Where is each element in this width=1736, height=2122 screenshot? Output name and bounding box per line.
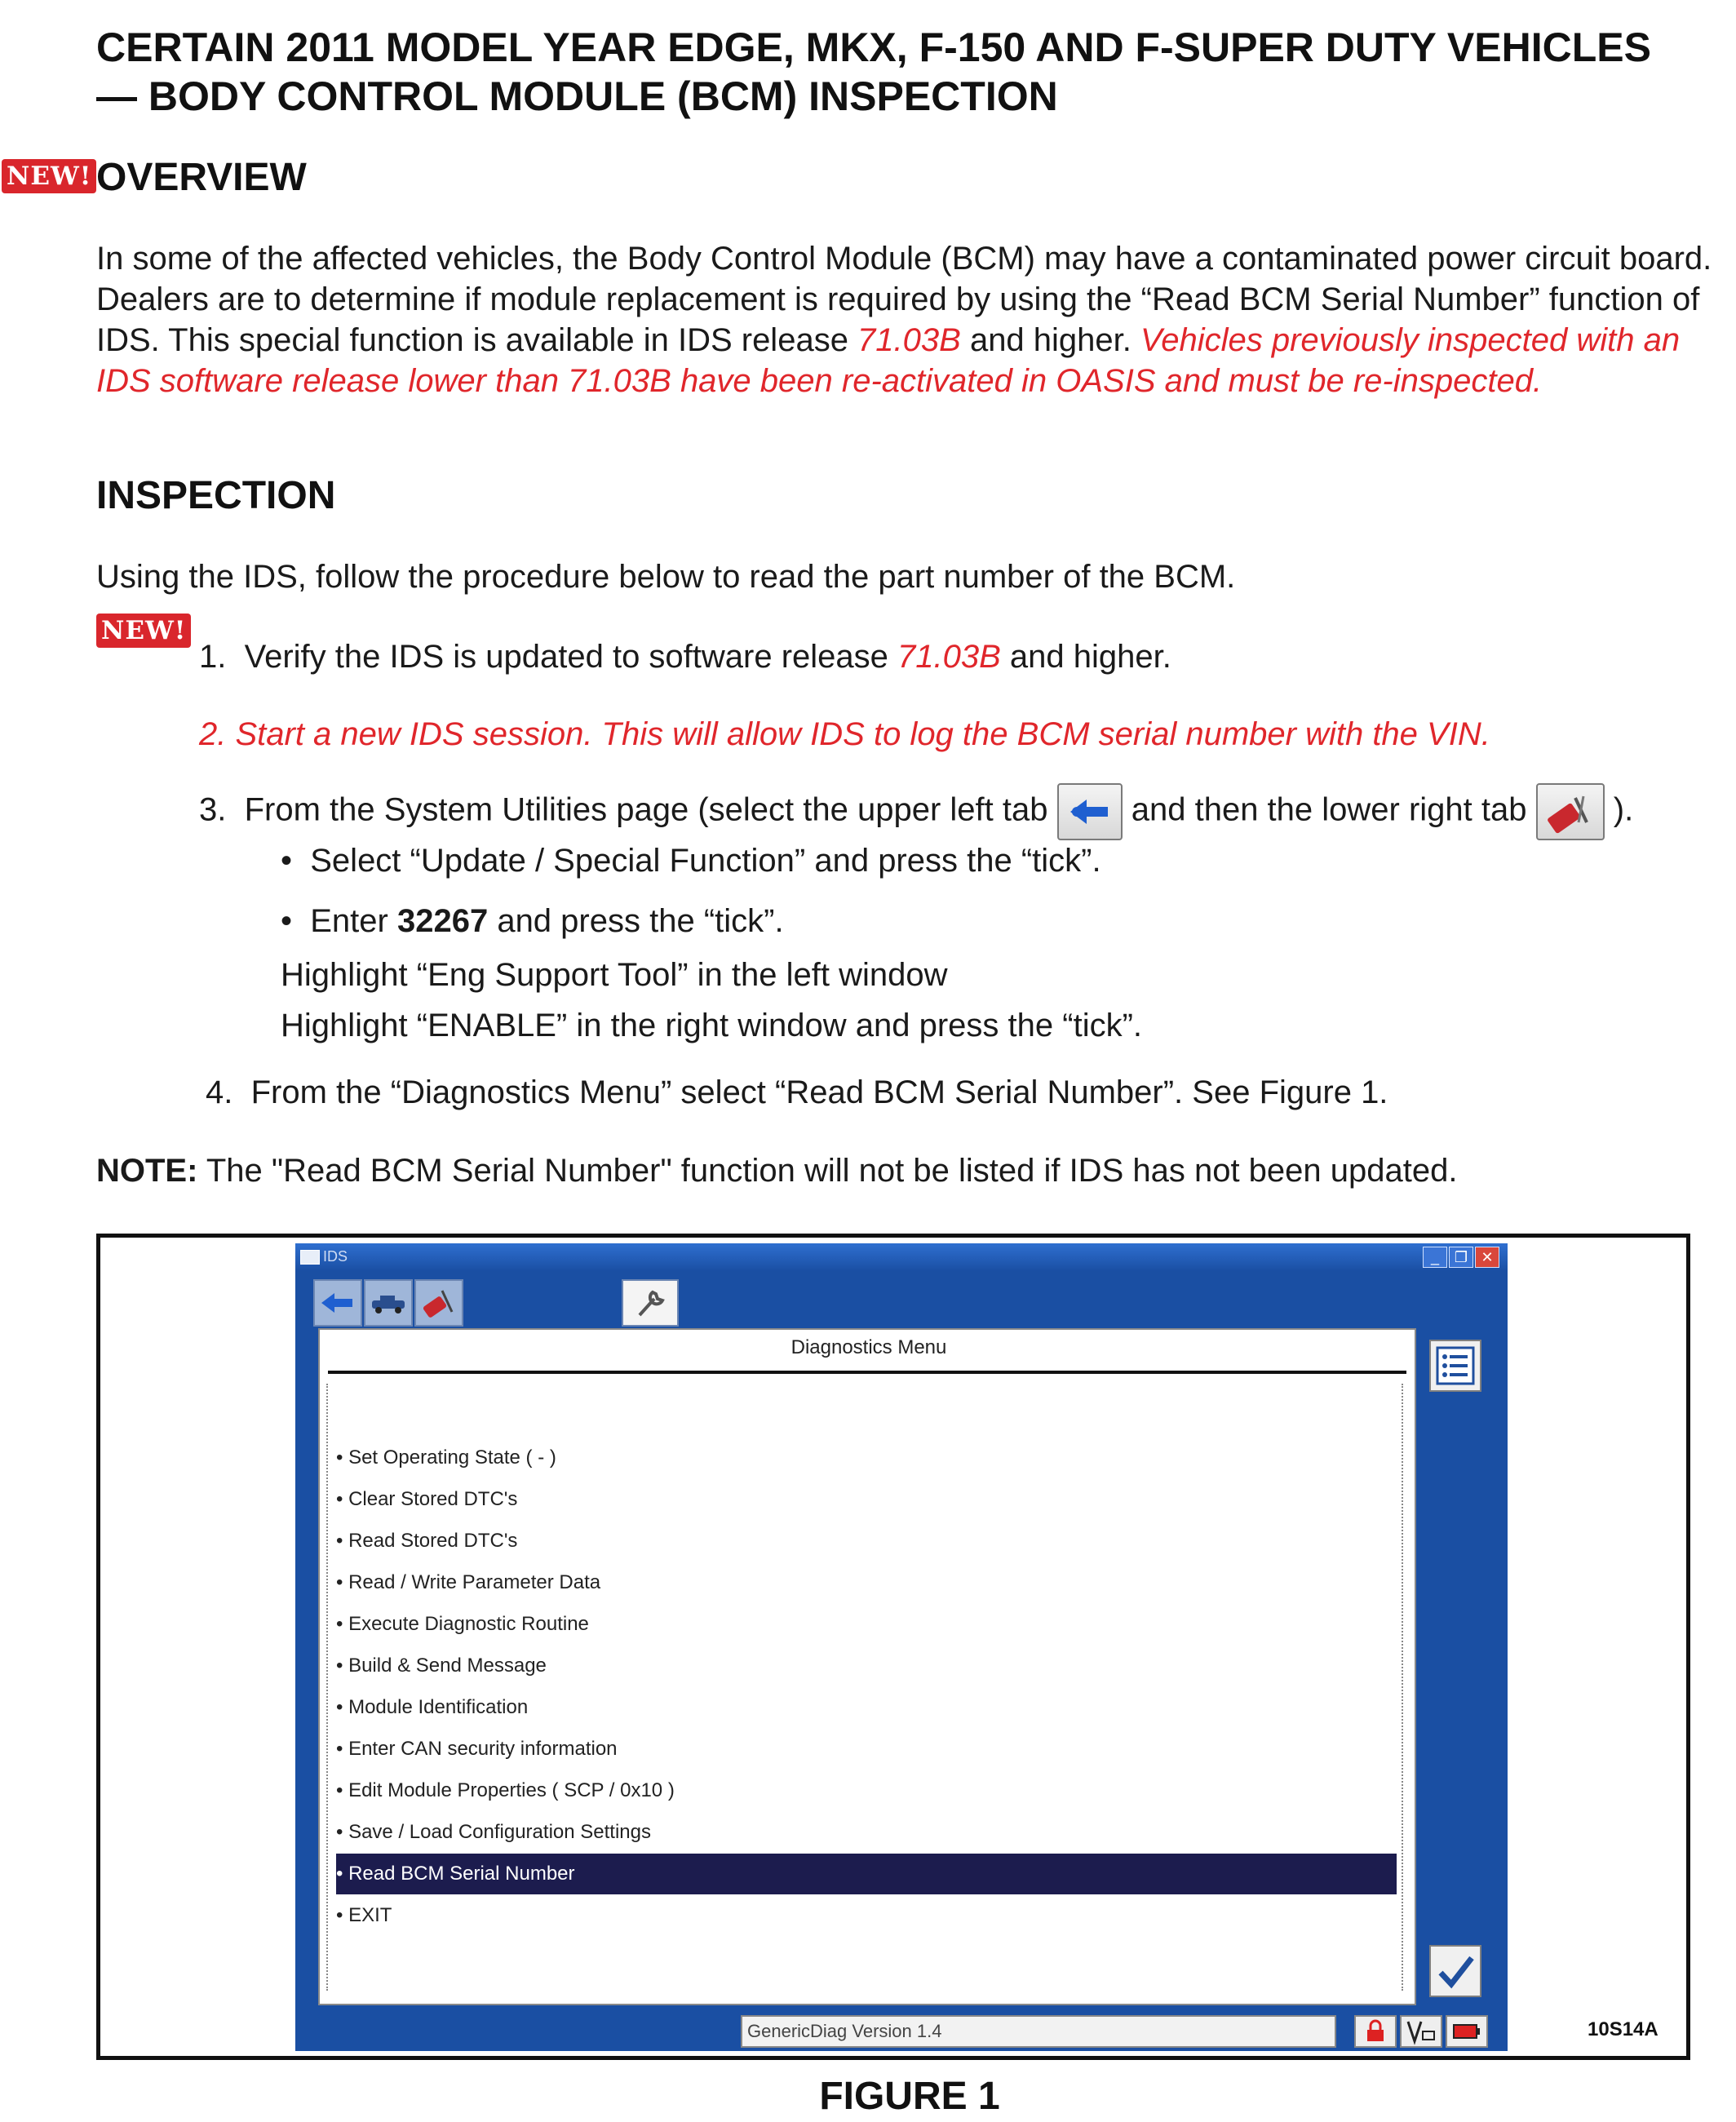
restore-button[interactable]: ❐ — [1449, 1247, 1473, 1268]
menu-item-enter-can-security[interactable]: • Enter CAN security information — [336, 1738, 618, 1760]
battery-icon — [1446, 2015, 1488, 2048]
menu-item-read-bcm-serial-number[interactable]: • Read BCM Serial Number — [336, 1854, 1397, 1894]
menu-item-module-identification[interactable]: • Module Identification — [336, 1696, 529, 1718]
document-title — [96, 23, 1712, 121]
list-icon — [1431, 1341, 1480, 1390]
figure-caption: FIGURE 1 — [819, 2075, 1000, 2118]
step-3-number: 3. — [199, 791, 227, 828]
new-badge: NEW! — [2, 159, 96, 193]
inspection-intro: Using the IDS, follow the procedure below to read the part number of the BCM. — [96, 559, 1236, 595]
window-app-icon — [300, 1250, 320, 1265]
panel-title: Diagnostics Menu — [790, 1336, 947, 1358]
overview-release: 71.03B — [857, 322, 961, 358]
bullet-enter-code — [281, 901, 1667, 941]
ids-window — [295, 1243, 1508, 2051]
status-bar — [295, 2009, 1508, 2051]
overview-paragraph — [96, 238, 1716, 401]
menu-item-build-send-message[interactable]: • Build & Send Message — [336, 1655, 547, 1677]
inspection-heading: INSPECTION — [96, 474, 336, 517]
title-line-1: CERTAIN 2011 MODEL YEAR EDGE, MKX, F-150 AND F-SUPER DUTY VEHICLES — [96, 24, 1651, 70]
note — [96, 1150, 1712, 1191]
minimize-button[interactable]: _ — [1423, 1247, 1447, 1268]
note-label: NOTE: — [96, 1153, 198, 1189]
menu-item-read-write-parameter-data[interactable]: • Read / Write Parameter Data — [336, 1571, 601, 1593]
menu-list — [326, 1384, 1403, 1991]
step-1 — [199, 636, 1708, 677]
menu-item-read-stored-dtcs[interactable]: • Read Stored DTC's — [336, 1530, 518, 1552]
bullet-2-text-a: Enter — [310, 903, 397, 939]
tick-button[interactable] — [1429, 1945, 1481, 1997]
overview-reinspect-note: Vehicles previously inspected with an IDS software release lower than 71.03B have been re-activated in OASIS and must be re-inspected. — [96, 322, 1681, 399]
tab-back-arrow[interactable] — [313, 1279, 362, 1327]
checkmark-icon — [1431, 1947, 1480, 1996]
step-1-number: 1. — [199, 639, 227, 675]
panel-title-rule — [328, 1371, 1406, 1374]
tab-vehicle[interactable] — [364, 1279, 413, 1327]
status-version-field: GenericDiag Version 1.4 — [741, 2015, 1336, 2048]
menu-item-exit[interactable]: • EXIT — [336, 1904, 392, 1926]
title-line-2: — BODY CONTROL MODULE (BCM) INSPECTION — [96, 73, 1058, 119]
bullet-1-text: Select “Update / Special Function” and press the “tick”. — [310, 843, 1101, 879]
menu-item-edit-module-properties[interactable]: • Edit Module Properties ( SCP / 0x10 ) — [336, 1779, 675, 1801]
menu-item-execute-diagnostic-routine[interactable]: • Execute Diagnostic Routine — [336, 1613, 589, 1635]
menu-item-save-load-configuration[interactable]: • Save / Load Configuration Settings — [336, 1821, 651, 1843]
step-4 — [206, 1072, 1674, 1113]
overview-text-b: and higher. — [960, 322, 1141, 358]
window-title: IDS — [323, 1248, 348, 1265]
step-3-text-c: ). — [1613, 791, 1634, 828]
menu-item-set-operating-state[interactable]: • Set Operating State ( - ) — [336, 1446, 556, 1469]
bullet-update-special-function — [281, 840, 1667, 881]
bullet-dot-icon: • — [281, 843, 293, 879]
step-4-text: From the “Diagnostics Menu” select “Read BCM Serial Number”. See Figure 1. — [250, 1074, 1388, 1110]
note-text: The "Read BCM Serial Number" function will not be listed if IDS has not been updated. — [197, 1153, 1458, 1189]
step-1-release: 71.03B — [897, 639, 1001, 675]
diagnostics-panel — [318, 1328, 1416, 2005]
step-2: 2. Start a new IDS session. This will allow IDS to log the BCM serial number with the VIN. — [199, 716, 1490, 752]
ids-title-bar — [295, 1243, 1508, 1271]
step-1-text-a: Verify the IDS is updated to software release — [244, 639, 898, 675]
highlight-eng-support: Highlight “Eng Support Tool” in the left window — [281, 957, 948, 993]
list-view-button[interactable] — [1429, 1340, 1481, 1392]
overview-text-a: In some of the affected vehicles, the Body Control Module (BCM) may have a contaminated power circuit board. Dealers are to determine if module replacement is required by using the “Read BCM Serial Number” function of IDS. This special function is available in IDS release — [96, 241, 1712, 358]
bullet-2-code: 32267 — [396, 903, 489, 939]
highlight-enable: Highlight “ENABLE” in the right window and press the “tick”. — [281, 1008, 1143, 1043]
tab-toolkit[interactable] — [414, 1279, 463, 1327]
back-arrow-tab-icon — [1057, 783, 1123, 840]
lock-icon — [1354, 2015, 1397, 2048]
bullet-dot-icon: • — [281, 903, 293, 939]
overview-heading: OVERVIEW — [96, 156, 307, 199]
close-button[interactable]: ✕ — [1475, 1247, 1499, 1268]
bullet-2-text-b: and press the “tick”. — [488, 903, 784, 939]
step-3 — [199, 783, 1725, 840]
tab-wrench[interactable] — [622, 1279, 679, 1327]
step-3-text-a: From the System Utilities page (select the upper left tab — [244, 791, 1048, 828]
voltage-icon — [1400, 2015, 1442, 2048]
step-3-text-b: and then the lower right tab — [1131, 791, 1527, 828]
step-4-number: 4. — [206, 1074, 233, 1110]
figure-code: 10S14A — [1588, 2018, 1658, 2040]
step-1-text-b: and higher. — [1000, 639, 1171, 675]
new-badge-steps: NEW! — [96, 614, 191, 648]
toolkit-tab-icon — [1536, 783, 1605, 840]
menu-item-clear-stored-dtcs[interactable]: • Clear Stored DTC's — [336, 1488, 518, 1510]
